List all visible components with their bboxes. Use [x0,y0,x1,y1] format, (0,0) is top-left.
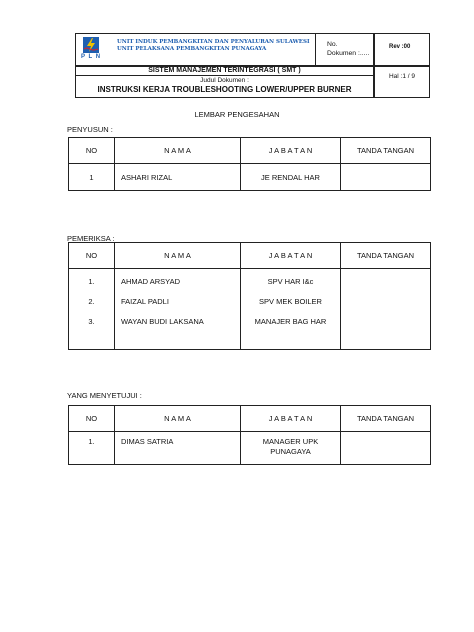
signature-cell [341,432,431,465]
table-header-row [69,406,431,432]
menyetujui-label: YANG MENYETUJUI : [67,391,142,400]
org-line-2: UNIT PELAKSANA PEMBANGKITAN PUNAGAYA [117,46,267,52]
column-header-tanda-tangan: TANDA TANGAN [341,243,431,269]
pemeriksa-table [68,242,431,350]
column-header-no: NO [69,406,115,432]
page-number-cell [374,66,430,98]
signature-cell [341,164,431,191]
organization-name [114,33,316,66]
row-jabatan: SPV MEK BOILER [259,297,322,306]
column-header-nama: N A M A [115,406,241,432]
row-nama: AHMAD ARSYAD [121,277,181,286]
table-row [69,269,431,350]
document-number-cell [315,33,374,66]
row-no: 1. [88,277,95,286]
document-title: INSTRUKSI KERJA TROUBLESHOOTING LOWER/UPPER BURNER [97,85,352,94]
logo-text: P L N [81,54,102,60]
column-header-jabatan: J A B A T A N [241,243,341,269]
column-header-no: NO [69,138,115,164]
row-no: 1. [88,437,95,446]
row-no: 3. [88,317,95,326]
row-jabatan: MANAGER UPK [262,437,319,446]
document-title-cell [75,66,374,98]
row-jabatan: MANAJER BAG HAR [254,317,327,326]
pemeriksa-label: PEMERIKSA : [67,234,115,243]
pln-lightning-icon [83,37,99,53]
row-nama: FAIZAL PADLI [121,297,169,306]
page-heading: LEMBAR PENGESAHAN [194,110,280,119]
column-header-jabatan: J A B A T A N [241,138,341,164]
signature-cell [341,269,431,350]
no-label: No. [327,41,338,48]
row-jabatan: JE RENDAL HAR [261,173,320,182]
menyetujui-table [68,405,431,465]
row-nama: WAYAN BUDI LAKSANA [121,317,204,326]
column-header-tanda-tangan: TANDA TANGAN [341,138,431,164]
table-row [69,164,431,191]
title-divider [76,75,373,76]
row-nama: ASHARI RIZAL [121,173,173,182]
dokumen-label: Dokumen :..... [327,50,370,57]
revision-cell [374,33,430,66]
page-number: Hal :1 / 9 [388,73,415,80]
column-header-nama: N A M A [115,138,241,164]
row-jabatan-line-2: PUNAGAYA [270,447,311,456]
table-header-row [69,138,431,164]
column-header-no: NO [69,243,115,269]
system-title: SISTEM MANAJEMEN TERINTEGRASI ( SMT ) [148,67,301,74]
revision-text: Rev :00 [389,44,411,50]
column-header-tanda-tangan: TANDA TANGAN [341,406,431,432]
judul-label: Judul Dokumen : [200,77,249,84]
column-header-nama: N A M A [115,243,241,269]
table-row [69,432,431,465]
org-line-1: UNIT INDUK PEMBANGKITAN DAN PENYALURAN SULAWESI [117,39,310,45]
table-header-row [69,243,431,269]
pln-logo [75,33,114,66]
column-header-jabatan: J A B A T A N [241,406,341,432]
row-no: 2. [88,297,95,306]
penyusun-table [68,137,431,191]
row-no: 1 [89,173,94,182]
row-jabatan: SPV HAR I&c [267,277,314,286]
row-nama: DIMAS SATRIA [121,437,174,446]
penyusun-label: PENYUSUN : [67,125,113,134]
